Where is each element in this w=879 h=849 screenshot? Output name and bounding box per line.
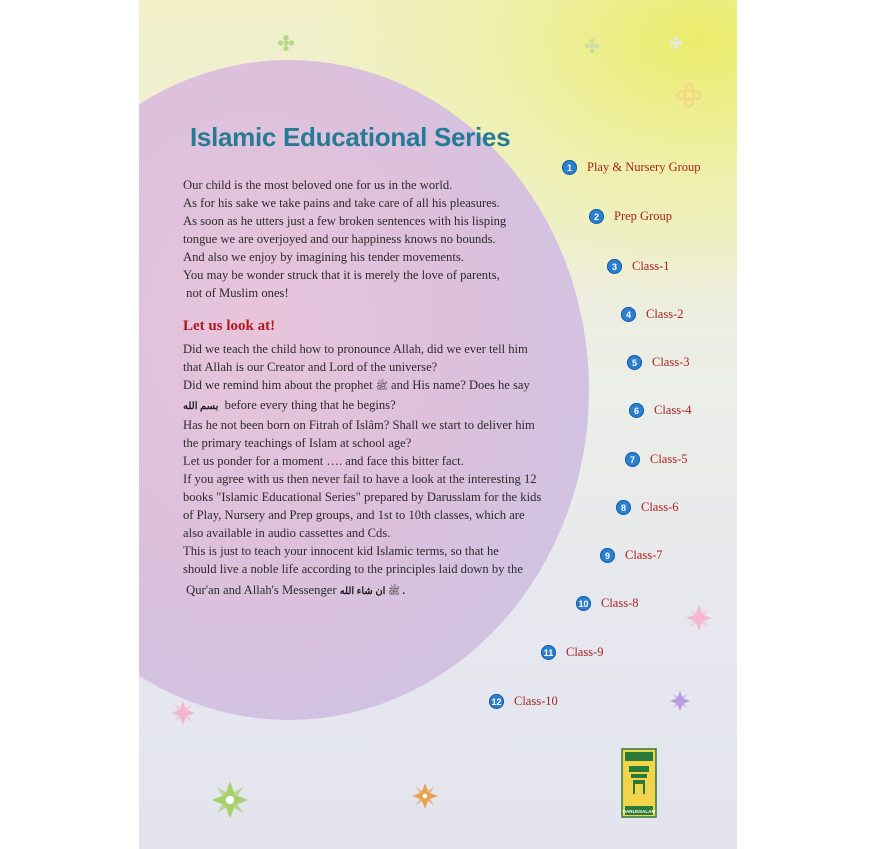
class-label: Class-8 [601, 596, 639, 610]
body-line: the primary teachings of Islam at school age? [183, 436, 412, 450]
intro-line: not of Muslim ones! [183, 286, 289, 300]
class-item-5 [627, 355, 690, 370]
class-label: Class-7 [625, 548, 663, 562]
number-badge: 7 [625, 452, 640, 467]
class-label: Class-10 [514, 694, 558, 708]
class-item-12 [489, 694, 558, 709]
intro-line: Our child is the most beloved one for us in the world. [183, 178, 453, 192]
body-line [183, 376, 541, 396]
intro-line: As soon as he utters just a few broken sentences with his lisping [183, 214, 507, 228]
flower-decoration-icon [669, 690, 691, 712]
class-label: Class-4 [654, 403, 692, 417]
body-line: of Play, Nursery and Prep groups, and 1st to 10th classes, which are [183, 508, 525, 522]
number-badge: 10 [576, 596, 591, 611]
number-badge: 12 [489, 694, 504, 709]
body-line: If you agree with us then never fail to have a look at the interesting 12 [183, 472, 537, 486]
class-item-10 [576, 596, 639, 611]
number-badge: 6 [629, 403, 644, 418]
body-line: also available in audio cassettes and Cds. [183, 526, 391, 540]
body-line [183, 396, 541, 416]
body-text: Qur'an and Allah's Messenger [183, 583, 337, 597]
body-line: that Allah is our Creator and Lord of the universe? [183, 360, 438, 374]
flower-decoration-icon [669, 36, 683, 50]
flower-decoration-icon [584, 38, 600, 54]
class-item-8 [616, 500, 679, 515]
salutation-glyph: ﷺ [387, 586, 401, 597]
number-badge: 9 [600, 548, 615, 563]
body-paragraph [183, 340, 541, 601]
class-label: Class-1 [632, 259, 670, 273]
class-item-4 [621, 307, 684, 322]
inshallah-arabic: ان شاء الله . [339, 586, 406, 597]
class-item-3 [607, 259, 670, 274]
page-title: Islamic Educational Series [190, 122, 511, 152]
body-line: This is just to teach your innocent kid Islamic terms, so that he [183, 544, 499, 558]
flower-decoration-icon [210, 780, 250, 820]
intro-paragraph [183, 176, 506, 302]
number-badge: 5 [627, 355, 642, 370]
intro-line: As for his sake we take pains and take care of all his pleasures. [183, 196, 500, 210]
intro-line: tongue we are overjoyed and our happiness knows no bounds. [183, 232, 496, 246]
class-label: Class-9 [566, 645, 604, 659]
body-text: and His name? Does he say [387, 378, 530, 392]
body-text: before every thing that he begins? [218, 398, 396, 412]
flower-decoration-icon [676, 82, 702, 108]
number-badge: 2 [589, 209, 604, 224]
number-badge: 11 [541, 645, 556, 660]
class-item-1 [562, 160, 701, 175]
number-badge: 1 [562, 160, 577, 175]
flower-decoration-icon [277, 34, 295, 52]
class-label: Play & Nursery Group [587, 160, 701, 174]
salutation-glyph: ﷺ [375, 381, 388, 392]
class-label: Class-3 [652, 355, 690, 369]
number-badge: 8 [616, 500, 631, 515]
number-badge: 3 [607, 259, 622, 274]
flower-decoration-icon [411, 782, 439, 810]
class-label: Class-6 [641, 500, 679, 514]
logo-name: DARUSSALAM [622, 809, 656, 814]
bismillah-arabic: بسم الله [183, 401, 219, 412]
body-line: Did we teach the child how to pronounce Allah, did we ever tell him [183, 342, 528, 356]
flower-decoration-icon [170, 700, 196, 726]
body-line: should live a noble life according to the principles laid down by the [183, 562, 523, 576]
number-badge: 4 [621, 307, 636, 322]
class-item-6 [629, 403, 692, 418]
class-label: Class-2 [646, 307, 684, 321]
class-label: Prep Group [614, 209, 672, 223]
book-cover-back [139, 0, 737, 849]
body-text: Did we remind him about the prophet [183, 378, 373, 392]
class-item-11 [541, 645, 604, 660]
class-item-2 [589, 209, 672, 224]
class-item-9 [600, 548, 663, 563]
body-line: Has he not been born on Fitrah of Islâm? Shall we start to deliver him [183, 418, 535, 432]
darussalam-logo [621, 748, 657, 818]
body-line [183, 581, 541, 601]
class-item-7 [625, 452, 688, 467]
intro-line: You may be wonder struck that it is merely the love of parents, [183, 268, 500, 282]
body-line: Let us ponder for a moment …. and face this bitter fact. [183, 454, 464, 468]
flower-decoration-icon [685, 604, 713, 632]
body-line: books "Islamic Educational Series" prepared by Darusslam for the kids [183, 490, 542, 504]
subheading: Let us look at! [183, 318, 276, 334]
class-label: Class-5 [650, 452, 688, 466]
intro-line: And also we enjoy by imagining his tender movements. [183, 250, 464, 264]
